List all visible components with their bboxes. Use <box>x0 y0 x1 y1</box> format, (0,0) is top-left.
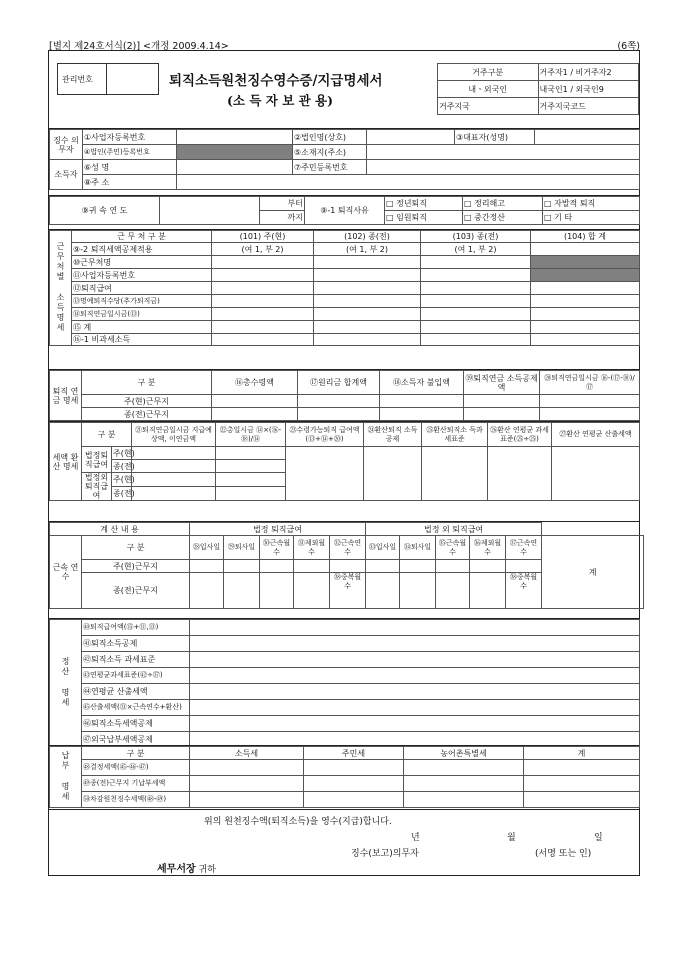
date-month: 월 <box>507 833 516 843</box>
tenure-cell[interactable] <box>294 560 330 573</box>
nonlegal-group-label: 법정외 퇴직급여 <box>82 473 112 501</box>
tenure-cell[interactable] <box>470 560 506 573</box>
business-reg-value[interactable] <box>177 130 293 145</box>
tenure-cell[interactable] <box>224 573 260 609</box>
col-101: (101) 주(현) <box>212 231 314 243</box>
conversion-cell[interactable] <box>216 460 286 473</box>
payment-cell[interactable] <box>190 776 304 792</box>
conversion-header: 구 분 <box>82 423 132 447</box>
tenure-col: ㉘입사일 <box>190 536 224 560</box>
payment-cell[interactable] <box>524 792 640 808</box>
country-code[interactable]: 거주지국코드 <box>538 98 639 115</box>
period-section <box>49 195 639 225</box>
tenure-cell[interactable] <box>400 573 436 609</box>
col-102: (102) 종(전) <box>314 231 421 243</box>
tenure-row-label: 주(현)근무지 <box>82 560 190 573</box>
dup-months-label: ㊳중복월수 <box>330 573 366 609</box>
residence-value[interactable]: 거주자1 / 비거주자2 <box>538 64 639 81</box>
workplace-cell[interactable] <box>421 282 531 295</box>
workplace-row-label: ⑨-2 퇴직세액공제적용 <box>72 243 212 256</box>
payment-cell[interactable] <box>524 760 640 776</box>
workplace-row-label: ⑫퇴직급여 <box>72 282 212 295</box>
corp-name-value[interactable] <box>367 130 455 145</box>
payment-cell[interactable] <box>404 792 524 808</box>
workplace-cell-shaded <box>531 269 640 282</box>
workplace-cell[interactable] <box>421 269 531 282</box>
workplace-cell[interactable] <box>531 334 640 346</box>
tenure-col: ㉟근속월수 <box>436 536 470 560</box>
pension-cell[interactable] <box>212 408 298 421</box>
corp-reg-label: ④법인(주민)등록번호 <box>83 145 177 160</box>
sign-label: (서명 또는 인) <box>535 849 592 859</box>
workplace-row-label: ⑮ 계 <box>72 321 212 334</box>
payment-cell[interactable] <box>404 776 524 792</box>
conversion-col: ㉑퇴직연금일시금 지급예상액, 이연금액 <box>132 423 216 447</box>
workplace-cell[interactable] <box>212 269 314 282</box>
tenure-col: ㉞퇴사일 <box>400 536 436 560</box>
residence-label: 거주구분 <box>438 64 539 81</box>
settlement-section-label: 정산 명세 <box>50 620 82 747</box>
period-value[interactable] <box>160 197 260 225</box>
receipt-form <box>48 50 640 876</box>
tenure-col: ㊲근속연수 <box>506 536 542 560</box>
settlement-cell[interactable] <box>190 652 640 668</box>
col-103: (103) 종(전) <box>421 231 531 243</box>
tenure-header: 구 분 <box>82 536 190 560</box>
representative-label: ③대표자(성명) <box>455 130 535 145</box>
pension-col: ⑯총수령액 <box>212 371 298 395</box>
conversion-cell[interactable] <box>132 473 216 487</box>
footer <box>49 809 639 876</box>
resident-no-value[interactable] <box>367 160 640 175</box>
dup-months-label: ㊳중복월수 <box>506 573 542 609</box>
reason-interim[interactable]: □ 중간정산 <box>463 211 543 225</box>
tenure-cell[interactable] <box>506 560 542 573</box>
legal-group-label: 법정퇴직급여 <box>82 447 112 473</box>
conversion-cell[interactable] <box>132 460 216 473</box>
conversion-cell[interactable] <box>216 447 286 460</box>
payment-header: 구 분 <box>82 747 190 760</box>
workplace-cell[interactable] <box>212 295 314 308</box>
workplace-cell[interactable] <box>212 308 314 321</box>
settlement-row-label: ㊼외국납부세액공제 <box>82 732 190 747</box>
col-104: (104) 합 계 <box>531 231 640 243</box>
pension-row-label: 주(현)근무지 <box>82 395 212 408</box>
blank <box>542 523 644 536</box>
pension-cell[interactable] <box>540 395 640 408</box>
earner-address-label: ⑧주 소 <box>83 175 177 190</box>
honorific-label: 귀하 <box>198 865 216 875</box>
conversion-col: ㉓수령가능퇴직 급여액(⑬+⑭+⑳) <box>286 423 364 447</box>
payment-cell[interactable] <box>404 760 524 776</box>
conversion-cell[interactable] <box>422 447 488 501</box>
conversion-cell[interactable] <box>286 447 364 501</box>
tenure-cell[interactable] <box>190 560 224 573</box>
reason-other[interactable]: □ 기 타 <box>543 211 640 225</box>
country-label: 거주지국 <box>438 98 539 115</box>
date-day: 일 <box>594 833 603 843</box>
workplace-cell[interactable] <box>421 321 531 334</box>
payer-section-label: 징수 의무자 <box>50 130 83 160</box>
yn-note: (여 1, 부 2) <box>212 243 314 256</box>
agent-label: 징수(보고)의무자 <box>351 849 419 859</box>
nationality-label: 내ㆍ외국인 <box>438 81 539 98</box>
settlement-row-label: ㊶퇴직소득공제 <box>82 636 190 652</box>
tenure-cell[interactable] <box>436 573 470 609</box>
tenure-cell[interactable] <box>224 560 260 573</box>
period-from: 부터 <box>260 197 305 211</box>
pension-header: 구 분 <box>82 371 212 395</box>
settlement-row-label: ㊵퇴직급여액(⑮+⑪,⑬) <box>82 620 190 636</box>
settlement-cell[interactable] <box>190 716 640 732</box>
date-year: 년 <box>411 833 420 843</box>
conversion-cell[interactable] <box>216 473 286 487</box>
payment-section-label: 납부 명세 <box>50 747 82 808</box>
tenure-cell[interactable] <box>190 573 224 609</box>
pension-col: ⑰원리금 합계액 <box>298 371 380 395</box>
resident-no-label: ⑦주민등록번호 <box>293 160 367 175</box>
pension-cell[interactable] <box>464 408 540 421</box>
workplace-cell[interactable] <box>421 308 531 321</box>
settlement-row-label: ㊻퇴직소득세액공제 <box>82 716 190 732</box>
payment-col: 농어촌특별세 <box>404 747 524 760</box>
tenure-total-label: 계 <box>542 536 644 609</box>
workplace-row-label: ⑭퇴직연금일시금(⑬) <box>72 308 212 321</box>
workplace-cell-shaded <box>531 256 640 269</box>
pension-col: ⑳퇴직연금일시금 ⑯-(⑰-⑱)/⑰ <box>540 371 640 395</box>
tenure-cell[interactable] <box>260 560 294 573</box>
tenure-section-label: 근속 연수 <box>50 536 82 609</box>
sub-current: 주(현) <box>112 473 132 487</box>
payment-row-label: ㊾종(전)근무지 기납부세액 <box>82 776 190 792</box>
calc-content-label: 계 산 내 용 <box>50 523 190 536</box>
conversion-section <box>49 421 639 501</box>
reason-retirement-age[interactable]: □ 정년퇴직 <box>385 197 463 211</box>
pension-section-label: 퇴직 연금 명세 <box>50 371 82 421</box>
workplace-row-label: ⑪사업자등록번호 <box>72 269 212 282</box>
settlement-row-label: ㊷퇴직소득 과세표준 <box>82 652 190 668</box>
address-label: ⑤소재지(주소) <box>293 145 367 160</box>
corp-reg-value[interactable] <box>177 145 293 160</box>
workplace-cell[interactable] <box>314 256 421 269</box>
period-label: ⑨귀 속 연 도 <box>50 197 160 225</box>
tenure-col: ㉛제외월수 <box>294 536 330 560</box>
control-number-box[interactable] <box>106 64 159 94</box>
payer-address-value[interactable] <box>367 145 640 160</box>
payer-earner-section <box>49 128 639 190</box>
tenure-cell[interactable] <box>470 573 506 609</box>
residence-table <box>437 63 639 115</box>
settlement-cell[interactable] <box>190 668 640 684</box>
workplace-cell[interactable] <box>212 334 314 346</box>
pension-cell[interactable] <box>380 408 464 421</box>
payment-col: 소득세 <box>190 747 304 760</box>
tenure-row-label: 종(전)근무지 <box>82 573 190 609</box>
reason-layoff[interactable]: □ 정리해고 <box>463 197 543 211</box>
yn-note: (여 1, 부 2) <box>421 243 531 256</box>
payment-cell[interactable] <box>190 792 304 808</box>
tenure-cell[interactable] <box>436 560 470 573</box>
earner-section-label: 소득자 <box>50 160 83 190</box>
settlement-section <box>49 618 639 747</box>
payment-cell[interactable] <box>304 760 404 776</box>
workplace-cell[interactable] <box>531 282 640 295</box>
nonlegal-label: 법정 외 퇴직급여 <box>366 523 542 536</box>
tenure-col: ㉚근속월수 <box>260 536 294 560</box>
workplace-cell[interactable] <box>531 295 640 308</box>
pension-row-label: 종(전)근무지 <box>82 408 212 421</box>
workplace-cell[interactable] <box>314 334 421 346</box>
period-to: 까지 <box>260 211 305 225</box>
payment-cell[interactable] <box>190 760 304 776</box>
legal-label: 법정 퇴직급여 <box>190 523 366 536</box>
settlement-cell[interactable] <box>190 636 640 652</box>
settlement-cell[interactable] <box>190 620 640 636</box>
nationality-value[interactable]: 내국인1 / 외국인9 <box>538 81 639 98</box>
payment-row-label: ㊿차감원천징수세액(㊽-㊾) <box>82 792 190 808</box>
workplace-cell[interactable] <box>314 308 421 321</box>
title-block <box>49 51 639 128</box>
workplace-section-label: 근무처별 소득명세 <box>50 231 72 346</box>
workplace-cell[interactable] <box>421 295 531 308</box>
pension-cell[interactable] <box>540 408 640 421</box>
workplace-cell[interactable] <box>421 256 531 269</box>
conversion-col: ㉗환산 연평균 산출세액 <box>552 423 640 447</box>
workplace-cell[interactable] <box>314 295 421 308</box>
workplace-cell[interactable] <box>212 256 314 269</box>
pension-col: ⑲퇴직연금 소득공제액 <box>464 371 540 395</box>
workplace-cell[interactable] <box>212 282 314 295</box>
page-info: (6쪽) <box>617 41 640 52</box>
control-number-label: 관리번호 <box>62 75 93 84</box>
conversion-col: ㉔환산퇴직 소득공제 <box>364 423 422 447</box>
settlement-row-label: ㊸연평균과세표준(㊷÷㊲) <box>82 668 190 684</box>
tenure-cell[interactable] <box>366 560 400 573</box>
payment-row-label: ㊽결정세액(㊺-㊻-㊼) <box>82 760 190 776</box>
reason-executive[interactable]: □ 임원퇴직 <box>385 211 463 225</box>
conversion-cell[interactable] <box>364 447 422 501</box>
conversion-section-label: 세액 환산 명세 <box>50 423 82 501</box>
workplace-row-label: ⑩근무처명 <box>72 256 212 269</box>
settlement-row-label: ㊹연평균 산출세액 <box>82 684 190 700</box>
tenure-cell[interactable] <box>330 560 366 573</box>
representative-value[interactable] <box>535 130 640 145</box>
pension-section <box>49 369 639 421</box>
retire-reason-label: ⑨-1 퇴직사유 <box>305 197 385 225</box>
workplace-cell[interactable] <box>531 308 640 321</box>
settlement-cell[interactable] <box>190 684 640 700</box>
form-id: [별지 제24호서식(2)] <개정 2009.4.14> <box>49 41 229 52</box>
pension-cell[interactable] <box>464 395 540 408</box>
payment-col: 주민세 <box>304 747 404 760</box>
pension-cell[interactable] <box>380 395 464 408</box>
workplace-cell[interactable] <box>314 282 421 295</box>
payment-cell[interactable] <box>304 776 404 792</box>
workplace-cell[interactable] <box>314 321 421 334</box>
payment-section <box>49 745 639 808</box>
sub-current: 주(현) <box>113 448 135 458</box>
payment-cell[interactable] <box>524 776 640 792</box>
workplace-cell[interactable] <box>421 334 531 346</box>
tenure-col: ㉜근속연수 <box>330 536 366 560</box>
tenure-col: ㉙퇴사일 <box>224 536 260 560</box>
pension-cell[interactable] <box>298 408 380 421</box>
conversion-cell[interactable] <box>488 447 552 501</box>
workplace-header: 근 무 처 구 분 <box>72 231 212 243</box>
workplace-cell[interactable] <box>531 321 640 334</box>
workplace-section <box>49 229 639 346</box>
settlement-row-label: ㊺산출세액(㉛×근속연수+환산) <box>82 700 190 716</box>
payment-col: 계 <box>524 747 640 760</box>
conversion-cell[interactable] <box>132 487 216 501</box>
workplace-row-label: ⑯-1 비과세소득 <box>72 334 212 346</box>
tenure-section <box>49 521 639 609</box>
yn-note: (여 1, 부 2) <box>314 243 421 256</box>
tenure-col: ㉝입사일 <box>366 536 400 560</box>
payment-cell[interactable] <box>304 792 404 808</box>
workplace-cell[interactable] <box>314 269 421 282</box>
tenure-cell[interactable] <box>366 573 400 609</box>
pension-cell[interactable] <box>298 395 380 408</box>
pension-cell[interactable] <box>212 395 298 408</box>
earner-name-value[interactable] <box>177 160 293 175</box>
tax-office-head <box>157 860 216 875</box>
confirm-text: 위의 원천징수액(퇴직소득)을 영수(지급)합니다. <box>204 817 392 827</box>
form-subtitle: (소 득 자 보 관 용) <box>227 93 334 108</box>
sub-previous: 종(전) <box>113 461 135 471</box>
workplace-cell[interactable] <box>212 321 314 334</box>
settlement-cell[interactable] <box>190 700 640 716</box>
tax-office-label: 세무서장 <box>157 864 196 875</box>
conversion-col: ㉖환산 연평균 과세표준(㉕÷㉕) <box>488 423 552 447</box>
pension-col: ⑱소득자 불입액 <box>380 371 464 395</box>
conversion-cell[interactable] <box>552 447 640 501</box>
reason-voluntary[interactable]: □ 자발적 퇴직 <box>543 197 640 211</box>
workplace-cell[interactable] <box>531 243 640 256</box>
business-reg-label: ①사업자등록번호 <box>83 130 177 145</box>
workplace-row-label: ⑬명예퇴직수당(추가퇴직금) <box>72 295 212 308</box>
conversion-cell[interactable] <box>132 447 216 460</box>
form-title: 퇴직소득원천징수영수증/지급명세서 <box>169 73 383 89</box>
earner-address-value[interactable] <box>177 175 640 190</box>
conversion-col: ㉒총일시금 ⑭×(⑯-⑱)/⑭ <box>216 423 286 447</box>
earner-name-label: ⑥성 명 <box>83 160 177 175</box>
conversion-col: ㉕환산퇴직소 득과세표준 <box>422 423 488 447</box>
tenure-cell[interactable] <box>400 560 436 573</box>
tenure-cell[interactable] <box>294 573 330 609</box>
tenure-cell[interactable] <box>260 573 294 609</box>
tenure-col: ㊱제외월수 <box>470 536 506 560</box>
sub-previous: 종(전) <box>112 487 132 501</box>
conversion-cell[interactable] <box>216 487 286 501</box>
corp-name-label: ②법인명(상호) <box>293 130 367 145</box>
